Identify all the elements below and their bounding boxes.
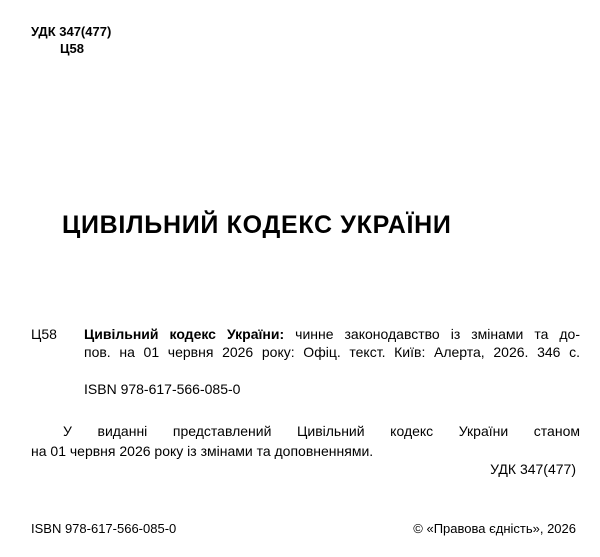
- isbn-footer: ISBN 978-617-566-085-0: [31, 521, 177, 536]
- udk-classification-top: УДК 347(477): [31, 24, 112, 39]
- udk-classification-bottom: УДК 347(477): [490, 461, 576, 477]
- isbn-record: ISBN 978-617-566-085-0: [84, 381, 241, 397]
- annotation-line-1: У виданні представлений Цивільний кодекс України станом: [63, 423, 580, 439]
- bibliographic-line-1: [84, 325, 580, 343]
- bibliographic-title: Цивільний кодекс України:: [84, 326, 285, 342]
- book-title: ЦИВІЛЬНИЙ КОДЕКС УКРАЇНИ: [62, 211, 452, 239]
- annotation: [31, 421, 580, 461]
- author-code-top: Ц58: [60, 41, 84, 56]
- annotation-line-2: на 01 червня 2026 року із змінами та доповненнями.: [31, 443, 374, 459]
- bibliographic-record: [84, 325, 580, 361]
- bibliographic-line-2: пов. на 01 червня 2026 року: Офіц. текст. Київ: Алерта, 2026. 346 с.: [84, 344, 580, 360]
- bibliographic-line-1-rest: чинне законодавство із змінами та до-: [284, 326, 581, 342]
- copyright-notice: © «Правова єдність», 2026: [413, 521, 576, 536]
- author-code-record: Ц58: [31, 326, 57, 342]
